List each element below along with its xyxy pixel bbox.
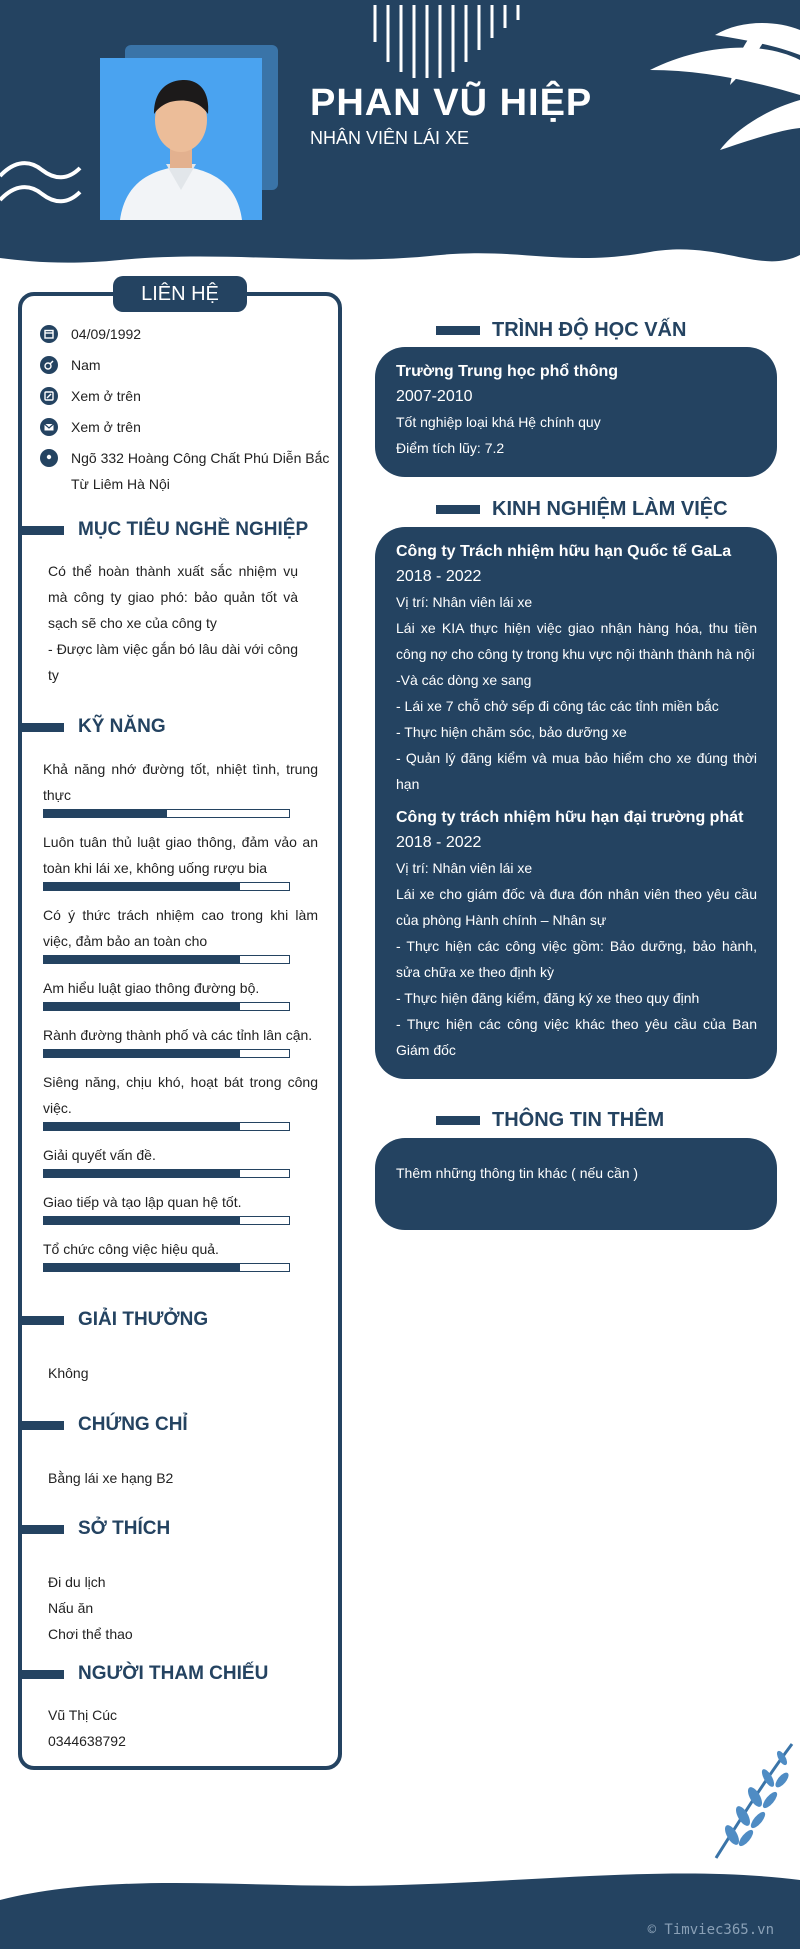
heading-bar xyxy=(436,326,480,335)
skills-section-heading xyxy=(22,712,342,742)
job-line: - Quản lý đăng kiểm và mua bảo hiểm cho xe đúng thời hạn xyxy=(396,750,757,792)
job-period: 2018 - 2022 xyxy=(396,834,482,851)
candidate-job-title: NHÂN VIÊN LÁI XE xyxy=(310,128,470,148)
hobbies-section-title: SỞ THÍCH xyxy=(78,1518,171,1539)
certificates-text: Bằng lái xe hạng B2 xyxy=(48,1470,174,1486)
education-line: Điểm tích lũy: 7.2 xyxy=(396,440,505,456)
calendar-icon xyxy=(40,325,58,343)
contact-section-title: LIÊN HỆ xyxy=(113,276,247,312)
contact-email: Xem ở trên xyxy=(40,414,330,440)
additional-box xyxy=(375,1138,777,1230)
contact-phone: Xem ở trên xyxy=(40,383,330,409)
additional-section-title: THÔNG TIN THÊM xyxy=(492,1109,665,1131)
skill-item xyxy=(43,1236,318,1272)
heading-bar xyxy=(22,1421,64,1430)
hobbies-list xyxy=(48,1569,298,1647)
leaf-decoration xyxy=(710,1740,795,1865)
references-section-title: NGƯỜI THAM CHIẾU xyxy=(78,1663,269,1684)
skill-level-bar xyxy=(43,882,290,891)
skills-section-title: KỸ NĂNG xyxy=(78,716,166,737)
skill-name: Siêng năng, chịu khó, hoạt bát trong công việc. xyxy=(43,1074,318,1116)
hobbies-section-heading xyxy=(22,1514,342,1544)
heading-bar xyxy=(436,1116,480,1125)
gender-icon xyxy=(40,356,58,374)
skill-level-fill xyxy=(44,1050,240,1057)
skill-name: Giao tiếp và tạo lập quan hệ tốt. xyxy=(43,1194,242,1210)
skill-name: Giải quyết vấn đề. xyxy=(43,1147,156,1163)
job-line: - Lái xe 7 chỗ chở sếp đi công tác các tỉnh miền bắc xyxy=(396,698,719,714)
phone-icon xyxy=(40,387,58,405)
skill-item xyxy=(43,1069,318,1131)
skill-level-fill xyxy=(44,810,167,817)
awards-text: Không xyxy=(48,1365,89,1381)
education-line: Tốt nghiệp loại khá Hệ chính quy xyxy=(396,414,601,430)
objective-section-title: MỤC TIÊU NGHỀ NGHIỆP xyxy=(78,519,309,540)
skill-level-fill xyxy=(44,1170,240,1177)
awards-section-title: GIẢI THƯỞNG xyxy=(78,1309,209,1330)
education-school: Trường Trung học phổ thông xyxy=(396,363,619,380)
heading-bar xyxy=(436,505,480,514)
objective-text xyxy=(48,558,298,688)
job-period: 2018 - 2022 xyxy=(396,568,482,585)
email-icon xyxy=(40,418,58,436)
skill-item xyxy=(43,1142,318,1178)
skill-item xyxy=(43,902,318,964)
hobby-item: Chơi thể thao xyxy=(48,1626,133,1642)
heading-bar xyxy=(22,723,64,732)
skill-name: Luôn tuân thủ luật giao thông, đảm vảo an toàn khi lái xe, không uống rượu bia xyxy=(43,834,318,876)
job-company: Công ty Trách nhiệm hữu hạn Quốc tế GaLa xyxy=(396,543,732,560)
experience-job xyxy=(396,805,757,1063)
reference-phone: 0344638792 xyxy=(48,1733,126,1749)
skill-level-bar xyxy=(43,1049,290,1058)
contact-birthdate: 04/09/1992 xyxy=(40,321,330,347)
skill-level-bar xyxy=(43,1263,290,1272)
job-line: Vị trí: Nhân viên lái xe xyxy=(396,860,533,876)
skill-level-bar xyxy=(43,1169,290,1178)
heading-bar xyxy=(22,1670,64,1679)
skill-level-fill xyxy=(44,1217,240,1224)
awards-section-heading xyxy=(22,1305,342,1335)
skill-name: Am hiểu luật giao thông đường bộ. xyxy=(43,980,260,996)
experience-section-heading xyxy=(436,494,776,524)
job-company: Công ty trách nhiệm hữu hạn đại trường phát xyxy=(396,809,744,826)
skill-level-fill xyxy=(44,1123,240,1130)
references-section-heading xyxy=(22,1659,342,1689)
education-section-title: TRÌNH ĐỘ HỌC VẤN xyxy=(492,319,687,341)
location-icon xyxy=(40,449,58,467)
job-line: - Thực hiện các công việc gồm: Bảo dưỡng, bảo hành, sửa chữa xe theo định kỳ xyxy=(396,938,757,980)
job-line: Lái xe cho giám đốc và đưa đón nhân viên theo yêu cầu của phòng Hành chính – Nhân sự xyxy=(396,886,757,928)
job-line: Lái xe KIA thực hiện việc giao nhận hàng hóa, thu tiền công nợ cho công ty trong khu vực nội thành thành hà nội xyxy=(396,620,757,662)
skill-item xyxy=(43,1189,318,1225)
hobby-item: Đi du lịch xyxy=(48,1574,106,1590)
additional-text: Thêm những thông tin khác ( nếu cần ) xyxy=(396,1165,639,1181)
skill-level-fill xyxy=(44,956,240,963)
objective-section-heading xyxy=(22,515,342,545)
reference-name: Vũ Thị Cúc xyxy=(48,1707,117,1723)
skill-level-bar xyxy=(43,1002,290,1011)
additional-section-heading xyxy=(436,1105,776,1135)
reference-contact xyxy=(48,1702,298,1754)
experience-section-title: KINH NGHIỆM LÀM VIỆC xyxy=(492,498,728,520)
skill-level-fill xyxy=(44,1003,240,1010)
skill-level-bar xyxy=(43,1122,290,1131)
skill-item xyxy=(43,829,318,891)
heading-bar xyxy=(22,526,64,535)
job-line: Vị trí: Nhân viên lái xe xyxy=(396,594,533,610)
skill-item xyxy=(43,1022,318,1058)
skill-name: Rành đường thành phố và các tỉnh lân cận. xyxy=(43,1027,313,1043)
skill-level-fill xyxy=(44,1264,240,1271)
objective-line: - Được làm việc gắn bó lâu dài với công ty xyxy=(48,641,298,683)
job-line: - Thực hiện đăng kiểm, đăng ký xe theo quy định xyxy=(396,990,700,1006)
experience-box xyxy=(375,527,777,1079)
candidate-name: PHAN VŨ HIỆP xyxy=(310,82,593,124)
job-line: - Thực hiện chăm sóc, bảo dưỡng xe xyxy=(396,724,627,740)
job-line: - Thực hiện các công việc khác theo yêu cầu của Ban Giám đốc xyxy=(396,1016,757,1058)
contact-gender: Nam xyxy=(40,352,330,378)
contact-address: Ngõ 332 Hoàng Công Chất Phú Diễn Bắc Từ Liêm Hà Nội xyxy=(40,445,330,497)
experience-job xyxy=(396,539,757,797)
skill-name: Tổ chức công việc hiệu quả. xyxy=(43,1241,219,1257)
profile-photo xyxy=(100,58,262,220)
hobby-item: Nấu ăn xyxy=(48,1600,94,1616)
skill-level-bar xyxy=(43,809,290,818)
education-period: 2007-2010 xyxy=(396,388,473,405)
skill-name: Khả năng nhớ đường tốt, nhiệt tình, trung thực xyxy=(43,761,318,803)
skill-name: Có ý thức trách nhiệm cao trong khi làm việc, đảm bảo an toàn cho xyxy=(43,907,318,949)
skill-item xyxy=(43,975,318,1011)
objective-line: Có thể hoàn thành xuất sắc nhiệm vụ mà công ty giao phó: bảo quản tốt và sạch sẽ cho xe của công ty xyxy=(48,563,298,631)
certificates-section-title: CHỨNG CHỈ xyxy=(78,1414,188,1435)
skill-level-bar xyxy=(43,955,290,964)
education-box xyxy=(375,347,777,477)
heading-bar xyxy=(22,1316,64,1325)
skill-level-fill xyxy=(44,883,240,890)
job-line: -Và các dòng xe sang xyxy=(396,672,532,688)
certificates-section-heading xyxy=(22,1410,342,1440)
heading-bar xyxy=(22,1525,64,1534)
skill-item xyxy=(43,756,318,818)
watermark-text: © Timviec365.vn xyxy=(647,1922,774,1938)
skill-level-bar xyxy=(43,1216,290,1225)
education-section-heading xyxy=(436,315,776,345)
